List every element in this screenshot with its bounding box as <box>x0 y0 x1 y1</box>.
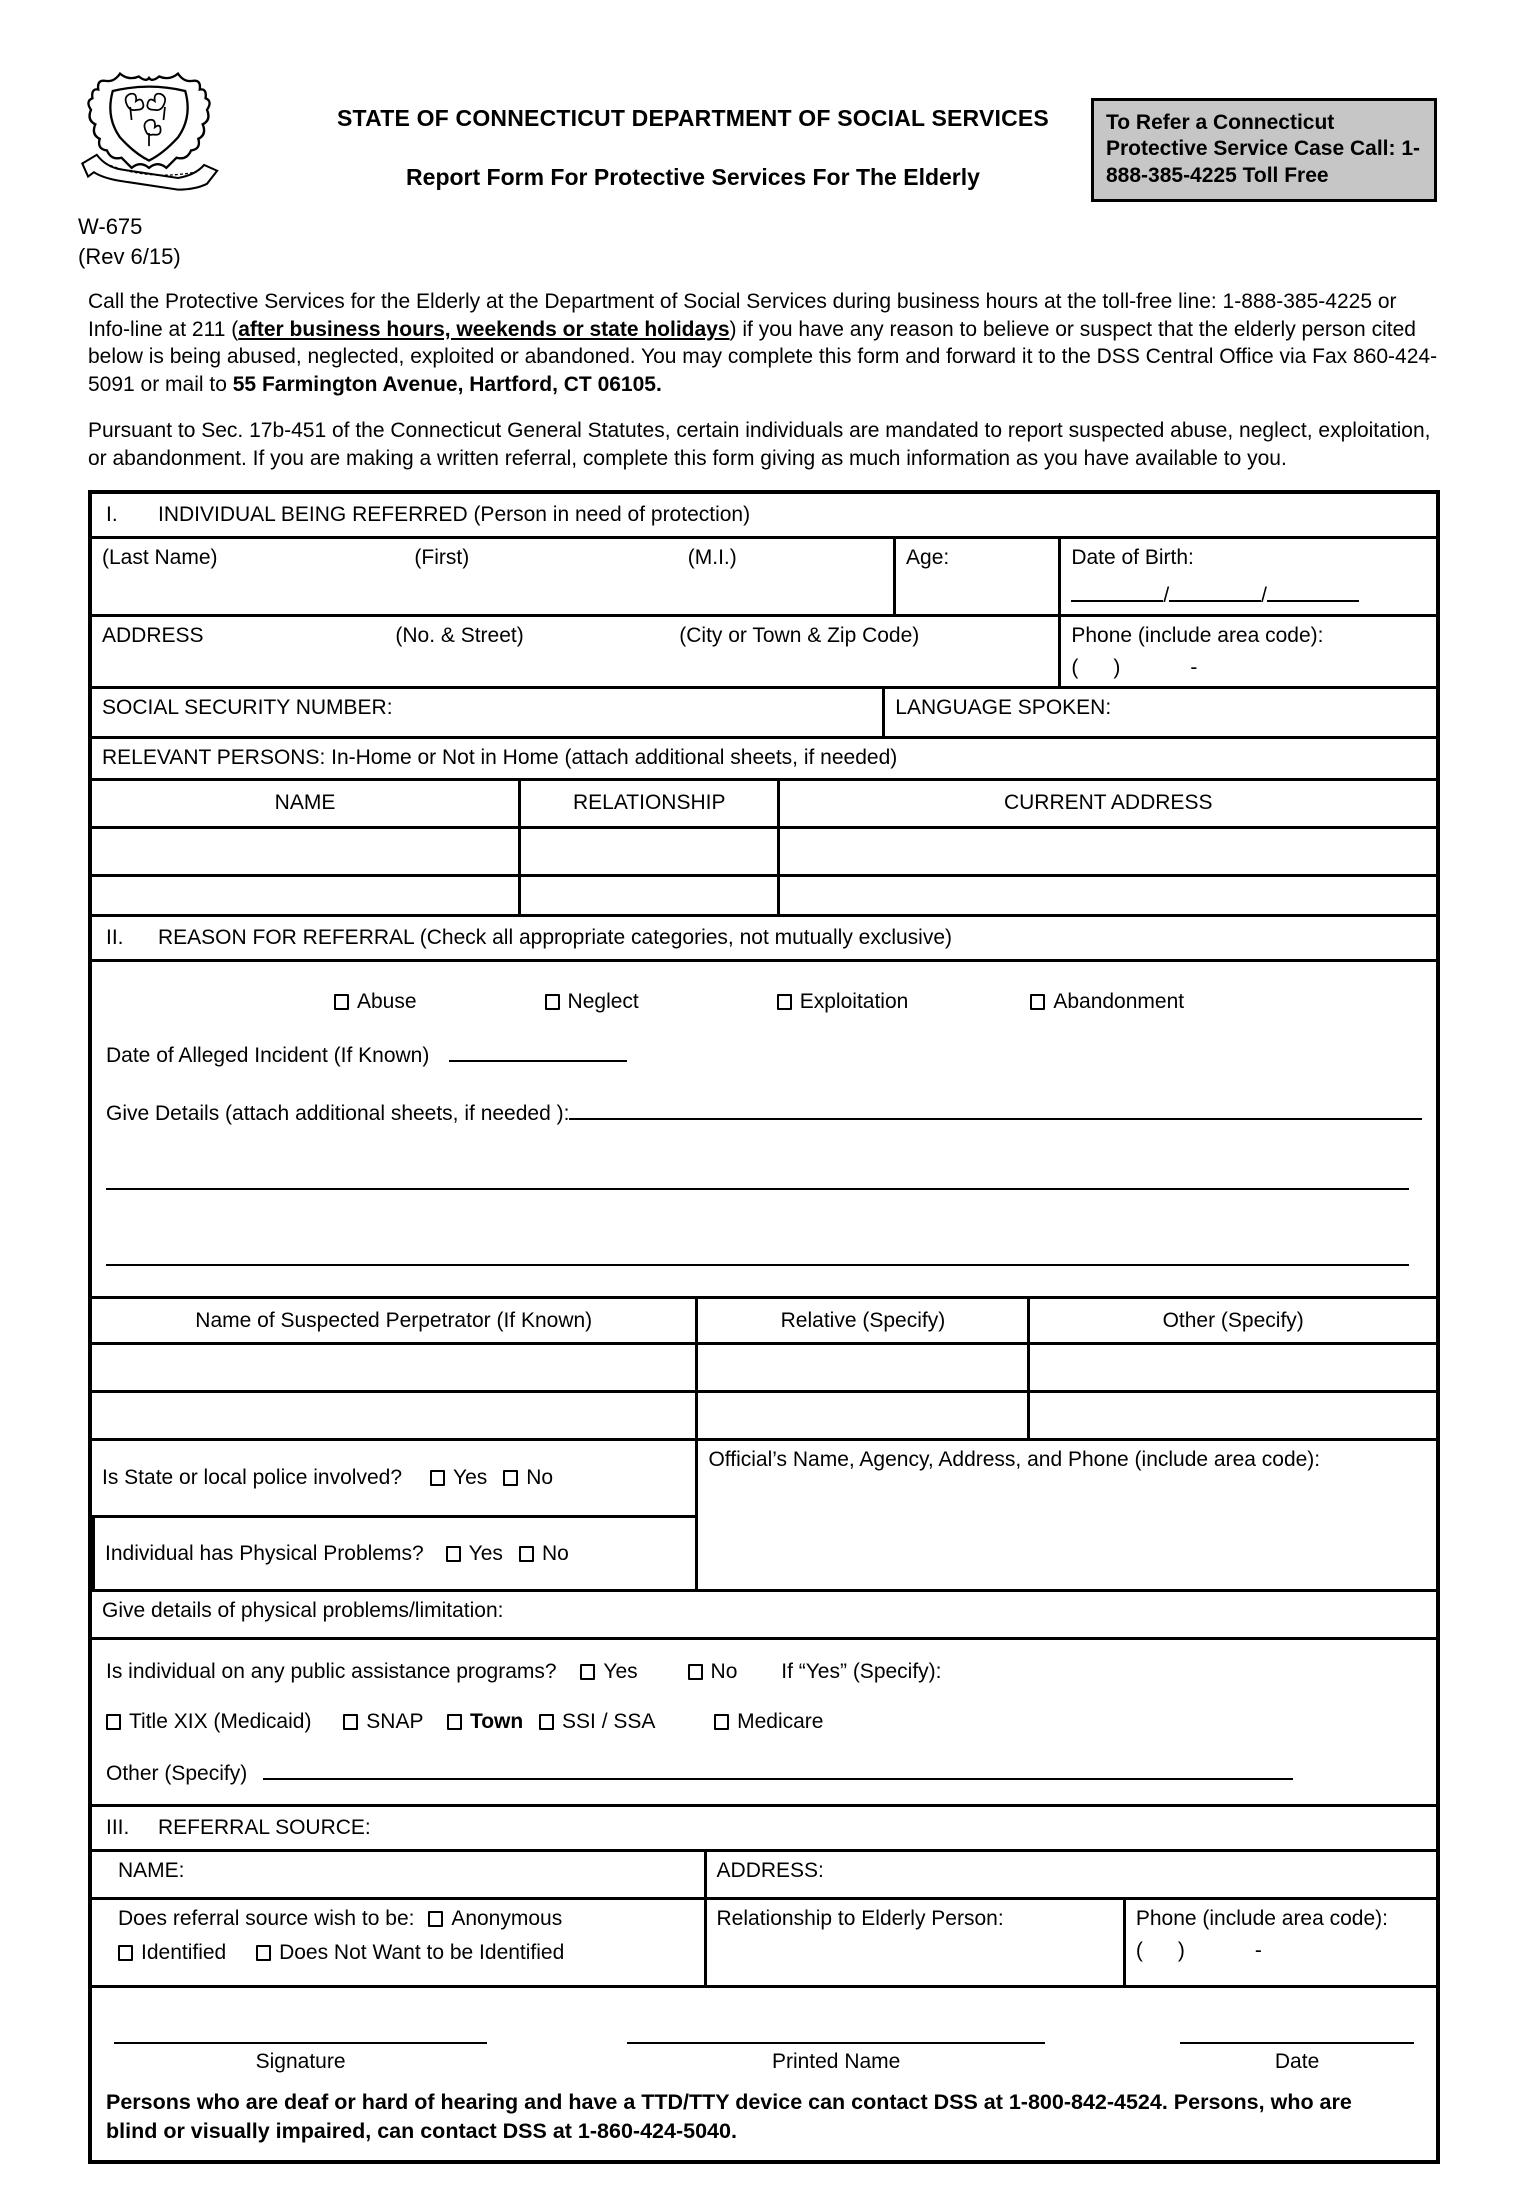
section2-header-row <box>92 914 1436 959</box>
date-input-line[interactable] <box>1180 2042 1414 2044</box>
perp-relative-column: Relative (Specify) <box>695 1299 1027 1342</box>
town-label: Town <box>469 1710 524 1734</box>
ssi-ssa-label: SSI / SSA <box>562 1710 655 1734</box>
exploitation-label: Exploitation <box>799 990 909 1014</box>
perp2-other-cell[interactable] <box>1027 1393 1436 1438</box>
signature-label: Signature <box>255 2050 346 2074</box>
police-yes-label: Yes <box>453 1466 488 1490</box>
other-specify-line <box>106 1762 1422 1786</box>
dob-slash-2: / <box>1261 584 1267 608</box>
physical-no-label: No <box>541 1541 569 1565</box>
source-phone-label: Phone (include area code): <box>1135 1907 1388 1931</box>
person2-address-cell[interactable] <box>777 877 1436 914</box>
agency-title: STATE OF CONNECTICUT DEPARTMENT OF SOCIAL SERVICES <box>337 105 1049 131</box>
details-input-line-1[interactable] <box>569 1118 1422 1120</box>
title-block <box>258 105 1128 191</box>
phone-cell[interactable] <box>1058 617 1436 686</box>
column-current-address: CURRENT ADDRESS <box>777 781 1436 826</box>
intro-paragraph-1 <box>88 288 1440 399</box>
relevant-persons-label: RELEVANT PERSONS: In-Home or Not in Home (attach additional sheets, if needed) <box>102 746 898 770</box>
anonymous-label: Anonymous <box>451 1907 563 1931</box>
perp-name-column: Name of Suspected Perpetrator (If Known) <box>195 1309 593 1333</box>
perp2-name-cell[interactable] <box>92 1393 695 1438</box>
person2-relationship-cell[interactable] <box>518 877 777 914</box>
assistance-question-line <box>106 1660 1422 1684</box>
intro-p1-address: 55 Farmington Avenue, Hartford, CT 06105 <box>232 373 656 397</box>
neglect-label: Neglect <box>567 990 639 1014</box>
source-address-label: ADDRESS: <box>716 1859 824 1883</box>
address-row <box>92 614 1436 686</box>
checkbox-not-identified[interactable] <box>256 1945 271 1961</box>
physical-yes-option <box>446 1542 503 1566</box>
person1-address-cell[interactable] <box>777 829 1436 874</box>
perp1-relative-cell[interactable] <box>695 1345 1027 1390</box>
checkbox-town[interactable] <box>447 1714 462 1730</box>
section3-title: REFERRAL SOURCE: <box>158 1816 371 1840</box>
perpetrator-row-1 <box>92 1342 1436 1390</box>
other-specify-input-line[interactable] <box>263 1778 1293 1780</box>
assist-no-label: No <box>710 1660 738 1684</box>
printed-name-input-line[interactable] <box>627 2042 1045 2044</box>
section1-number: I. <box>106 503 118 527</box>
form-revision: (Rev 6/15) <box>78 243 181 269</box>
ssn-row <box>92 686 1436 736</box>
section1-header <box>92 494 1436 536</box>
wish-line-2 <box>118 1941 694 1965</box>
physical-details-label: Give details of physical problems/limitation: <box>102 1599 504 1623</box>
checkbox-abuse[interactable] <box>334 994 349 1010</box>
assist-no-option <box>688 1660 738 1683</box>
age-label: Age: <box>906 546 950 570</box>
checkbox-police-no[interactable] <box>503 1470 518 1486</box>
medicare-option <box>714 1710 823 1733</box>
checkbox-identified[interactable] <box>118 1945 133 1961</box>
give-details-line <box>106 1102 1422 1126</box>
section2-title: REASON FOR REFERRAL (Check all appropriate categories, not mutually exclusive) <box>158 926 953 950</box>
ssn-label: SOCIAL SECURITY NUMBER: <box>102 696 393 720</box>
title-xix-option <box>106 1710 311 1733</box>
programs-line <box>106 1710 1422 1734</box>
wish-cell <box>92 1900 704 1985</box>
details-input-line-2[interactable] <box>106 1188 1409 1190</box>
perp1-other-cell[interactable] <box>1027 1345 1436 1390</box>
physical-no-option <box>519 1542 569 1566</box>
checkbox-physical-no[interactable] <box>519 1546 534 1562</box>
name-row <box>92 536 1436 614</box>
details-input-line-3[interactable] <box>106 1264 1409 1266</box>
abuse-option <box>334 990 417 1014</box>
intro-paragraph-2: Pursuant to Sec. 17b-451 of the Connecticut General Statutes, certain individuals are mandated to report suspected abuse, neglect, exploitation, or abandonment. If you are making a written referral, complete this form giving as much information as you have available to you. <box>88 418 1431 470</box>
form-title: Report Form For Protective Services For The Elderly <box>406 164 980 190</box>
section1-header-row <box>92 494 1436 536</box>
section3-header <box>92 1807 1436 1849</box>
exploitation-option <box>777 990 909 1014</box>
date-incident-label: Date of Alleged Incident (If Known) <box>106 1044 430 1068</box>
column-relationship: RELATIONSHIP <box>518 781 777 826</box>
police-question: Is State or local police involved? <box>102 1466 402 1490</box>
title-xix-label: Title XIX (Medicaid) <box>129 1710 312 1734</box>
section3-header-row <box>92 1804 1436 1849</box>
checkbox-title-xix[interactable] <box>106 1714 121 1730</box>
printed-name-label: Printed Name <box>771 2050 901 2074</box>
person1-name-cell[interactable] <box>92 829 518 874</box>
assistance-row <box>92 1637 1436 1804</box>
middle-initial-label: (M.I.) <box>687 546 737 570</box>
checkbox-exploitation[interactable] <box>777 994 792 1010</box>
dob-day-line[interactable] <box>1169 600 1261 602</box>
column-name: NAME <box>274 791 336 815</box>
section2-number: II. <box>106 926 124 950</box>
footnote-row <box>92 2080 1436 2160</box>
section2-body <box>92 962 1436 1296</box>
date-label: Date <box>1274 2050 1320 2074</box>
phone-parens[interactable]: ( ) - <box>1071 656 1198 680</box>
intro-p1-middle: ) if you have any reason to believe or suspect that the elderly person cited below is being abused, neglected, exploited or abandoned. You may complete this form and forward it to the DSS Central Office via Fax 860-424-5091 or mail to <box>88 317 1438 397</box>
relationship-cell[interactable] <box>704 1900 1123 1985</box>
signature-column <box>114 2042 487 2074</box>
police-yes-option <box>430 1466 487 1490</box>
ssn-cell[interactable] <box>92 689 882 736</box>
police-no-label: No <box>526 1466 554 1490</box>
snap-label: SNAP <box>366 1710 424 1734</box>
printed-name-column <box>627 2042 1045 2074</box>
accessibility-footnote: Persons who are deaf or hard of hearing and have a TTD/TTY device can contact DSS at 1-800-842-4524. Persons, who are blind or visually impaired, can contact DSS at 1-860-424-5040. <box>106 2090 1352 2144</box>
person2-name-cell[interactable] <box>92 877 518 914</box>
identified-label: Identified <box>141 1941 227 1965</box>
dob-slash-1: / <box>1163 584 1170 608</box>
checkbox-medicare[interactable] <box>714 1714 729 1730</box>
intro-p1-underlined: after business hours, weekends or state holidays <box>238 317 730 341</box>
signature-input-line[interactable] <box>114 2042 487 2044</box>
checkbox-assist-yes[interactable] <box>580 1664 595 1680</box>
physical-yes-label: Yes <box>468 1541 503 1565</box>
checkbox-neglect[interactable] <box>545 994 560 1010</box>
identified-option <box>118 1941 226 1964</box>
perp-other-column: Other (Specify) <box>1027 1299 1436 1342</box>
signature-row <box>92 1985 1436 2080</box>
assist-yes-label: Yes <box>603 1660 638 1684</box>
not-identified-label: Does Not Want to be Identified <box>279 1941 565 1965</box>
dob-fill[interactable] <box>1071 584 1426 608</box>
last-name-label: (Last Name) <box>102 546 218 570</box>
first-name-label: (First) <box>414 546 470 570</box>
checkbox-physical-yes[interactable] <box>446 1546 461 1562</box>
source-wish-row <box>92 1897 1436 1985</box>
abandonment-label: Abandonment <box>1053 990 1185 1014</box>
referral-category-checkboxes <box>106 990 1422 1014</box>
perp1-name-cell[interactable] <box>92 1345 695 1390</box>
anonymous-option <box>428 1907 562 1930</box>
relevant-persons-row <box>92 736 1436 778</box>
source-phone-cell[interactable] <box>1123 1900 1436 1985</box>
other-specify-label: Other (Specify) <box>106 1762 248 1786</box>
form-number-block <box>78 212 181 271</box>
police-no-option <box>503 1466 553 1490</box>
neglect-option <box>545 990 639 1014</box>
report-form <box>88 490 1440 2164</box>
language-cell[interactable] <box>882 689 1436 736</box>
physical-question: Individual has Physical Problems? <box>105 1541 424 1565</box>
date-column <box>1180 2042 1414 2074</box>
address-label: ADDRESS <box>102 624 204 648</box>
assistance-question: Is individual on any public assistance programs? <box>106 1660 557 1684</box>
assist-yes-option <box>580 1660 637 1683</box>
checkbox-ssi-ssa[interactable] <box>539 1714 554 1730</box>
section2-body-row <box>92 959 1436 1296</box>
assistance-block <box>92 1640 1436 1804</box>
give-details-label: Give Details (attach additional sheets, if needed ): <box>106 1102 570 1126</box>
perp2-relative-cell[interactable] <box>695 1393 1027 1438</box>
wish-line-1 <box>118 1907 694 1931</box>
town-option <box>447 1710 523 1733</box>
name-cell[interactable] <box>92 539 893 614</box>
dob-month-line[interactable] <box>1071 600 1163 602</box>
checkbox-assist-no[interactable] <box>688 1664 703 1680</box>
phone-label: Phone (include area code): <box>1071 624 1324 648</box>
abandonment-option <box>1030 990 1184 1014</box>
section2-header <box>92 917 1436 959</box>
source-name-cell[interactable] <box>92 1852 704 1897</box>
checkbox-police-yes[interactable] <box>430 1470 445 1486</box>
form-number: W-675 <box>78 214 143 239</box>
connecticut-state-seal-icon <box>74 62 224 207</box>
alleged-incident-line <box>106 1044 1422 1068</box>
source-name-label: NAME: <box>118 1859 185 1883</box>
official-info-cell[interactable] <box>695 1441 1436 1589</box>
physical-details-row <box>92 1589 1436 1637</box>
relevant-person-row-1 <box>92 826 1436 874</box>
checkbox-snap[interactable] <box>343 1714 358 1730</box>
medicare-label: Medicare <box>737 1710 824 1734</box>
dob-year-line[interactable] <box>1267 600 1359 602</box>
relevant-person-row-2 <box>92 874 1436 914</box>
checkbox-abandonment[interactable] <box>1030 994 1045 1010</box>
refer-case-callout: To Refer a Connecticut Protective Service Case Call: 1-888-385-4225 Toll Free <box>1091 98 1437 202</box>
section1-title: INDIVIDUAL BEING REFERRED (Person in need of protection) <box>158 503 751 527</box>
age-cell[interactable] <box>893 539 1058 614</box>
physical-question-cell <box>92 1515 695 1589</box>
abuse-label: Abuse <box>357 990 417 1014</box>
section3-number: III. <box>106 1816 130 1840</box>
intro-p1-end: . <box>655 373 662 397</box>
police-question-cell <box>92 1441 695 1515</box>
relevant-persons-header-row <box>92 778 1436 826</box>
signature-block <box>92 1988 1436 2080</box>
dob-label: Date of Birth: <box>1071 546 1194 570</box>
source-phone-parens[interactable]: ( ) - <box>1135 1939 1262 1963</box>
relationship-label: Relationship to Elderly Person: <box>716 1907 1004 1931</box>
street-label: (No. & Street) <box>395 624 524 648</box>
source-name-row <box>92 1849 1436 1897</box>
perpetrator-header-row <box>92 1296 1436 1342</box>
address-cell[interactable] <box>92 617 1058 686</box>
not-identified-option <box>256 1941 564 1964</box>
header <box>78 70 1439 288</box>
city-label: (City or Town & Zip Code) <box>679 624 920 648</box>
checkbox-anonymous[interactable] <box>428 1911 443 1927</box>
police-official-row <box>92 1438 1436 1589</box>
source-address-cell[interactable] <box>704 1852 1436 1897</box>
snap-option <box>343 1710 423 1733</box>
if-yes-label: If “Yes” (Specify): <box>781 1660 942 1684</box>
dob-cell[interactable] <box>1058 539 1436 614</box>
police-physical-column <box>92 1441 695 1589</box>
person1-relationship-cell[interactable] <box>518 829 777 874</box>
ssi-ssa-option <box>539 1710 654 1733</box>
wish-label: Does referral source wish to be: <box>118 1907 415 1931</box>
official-label: Official’s Name, Agency, Address, and Phone (include area code): <box>708 1448 1321 1472</box>
perpetrator-row-2 <box>92 1390 1436 1438</box>
intro-p1-start: Call the Protective Services for the Elderly at the Department of Social Services during business hours at the toll-free line: 1-888-385-4225 or Info-line at 211 ( <box>88 290 1397 341</box>
date-incident-input-line[interactable] <box>449 1060 627 1062</box>
language-label: LANGUAGE SPOKEN: <box>895 696 1112 720</box>
